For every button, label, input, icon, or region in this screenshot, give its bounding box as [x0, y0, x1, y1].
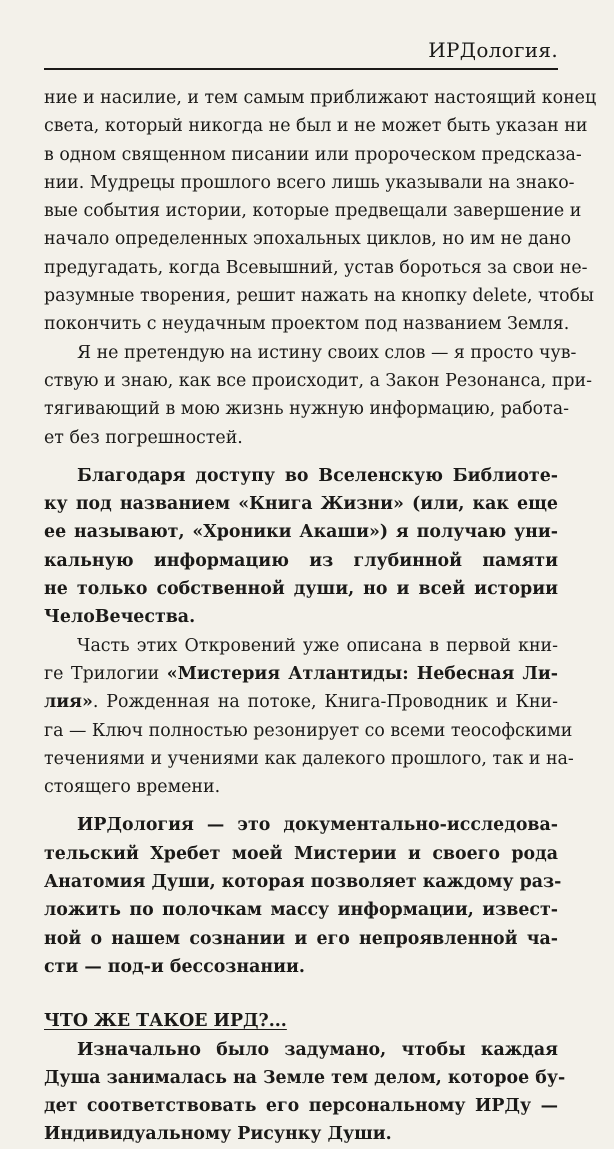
text-line: тельский Хребет моей Мистерии и своего рода: [44, 843, 558, 864]
book-title-run: лия»: [44, 692, 93, 713]
text-line: покончить с неудачным проектом под названием Земля.: [44, 314, 570, 335]
text-line: ной о нашем сознании и его непроявленной ча-: [44, 928, 558, 949]
paragraph-5-bold: [44, 811, 562, 981]
text-line: света, который никогда не был и не может быть указан ни: [44, 116, 588, 137]
text-line: кальную информацию из глубинной памяти: [44, 550, 558, 571]
text-line: Анатомия Души, которая позволяет каждому раз-: [44, 872, 562, 893]
text-run: ге Трилогии: [44, 663, 167, 684]
text-line: ние и насилие, и тем самым приближают настоящий конец: [44, 88, 597, 108]
text-line: Изначально было задумано, чтобы каждая: [77, 1039, 558, 1060]
text-line: ЧелоВечества.: [44, 607, 196, 628]
text-line: вые события истории, которые предвещали завершение и: [44, 201, 582, 222]
text-line: не только собственной души, но и всей истории: [44, 579, 558, 600]
text-line: Благодаря доступу во Вселенскую Библиоте-: [77, 465, 558, 486]
text-line: нии. Мудрецы прошлого всего лишь указывали на знако-: [44, 172, 575, 193]
header-rule: [44, 68, 558, 70]
section-heading: ЧТО ЖЕ ТАКОЕ ИРД?...: [44, 1011, 287, 1032]
paragraph-4: [44, 632, 574, 802]
text-line: Часть этих Откровений уже описана в первой кни-: [77, 635, 558, 656]
spacer: [44, 981, 558, 1007]
spacer: [44, 801, 558, 811]
text-line: [44, 660, 558, 688]
text-line: стоящего времени.: [44, 777, 221, 798]
text-line: Индивидуальному Рисунку Души.: [44, 1124, 392, 1145]
paragraph-1: [44, 84, 597, 339]
text-line: Я не претендую на истину своих слов — я просто чув-: [77, 342, 577, 363]
running-header: ИРДология.: [428, 38, 558, 62]
text-line: Душа занималась на Земле тем делом, которое бу-: [44, 1067, 566, 1088]
text-line: дет соответствовать его персональному ИРДу —: [44, 1096, 558, 1117]
text-line: га — Ключ полностью резонирует со всеми теософскими: [44, 720, 573, 741]
spacer: [44, 452, 558, 462]
text-run: . Рожденная на потоке, Книга-Проводник и Кни-: [92, 692, 558, 713]
text-line: начало определенных эпохальных циклов, но им не дано: [44, 229, 572, 250]
text-line: ку под названием «Книга Жизни» (или, как еще: [44, 494, 558, 515]
text-line: сти — под-и бессознании.: [44, 956, 305, 977]
paragraph-3-bold: [44, 462, 558, 632]
text-line: тягивающий в мою жизнь нужную информацию, работа-: [44, 399, 569, 420]
text-line: в одном священном писании или пророческом предсказа-: [44, 144, 582, 165]
text-line: ложить по полочкам массу информации, извест-: [44, 900, 558, 921]
text-line: ИРДология — это документально-исследова-: [77, 815, 558, 836]
paragraph-2: [44, 339, 592, 452]
section-paragraph-bold: [44, 1036, 566, 1149]
book-title-run: «Мистерия Атлантиды: Небесная Ли-: [166, 663, 559, 684]
text-line: ствую и знаю, как все происходит, а Закон Резонанса, при-: [44, 370, 592, 391]
text-line: [44, 688, 558, 716]
text-line: течениями и учениями как далекого прошлого, так и на-: [44, 748, 574, 769]
body-text: [44, 84, 597, 1149]
text-line: разумные творения, решит нажать на кнопку delete, чтобы: [44, 286, 594, 307]
text-line: ее называют, «Хроники Акаши») я получаю уни-: [44, 522, 558, 543]
text-line: ет без погрешностей.: [44, 427, 243, 448]
text-line: предугадать, когда Всевышний, устав бороться за свои не-: [44, 257, 588, 278]
